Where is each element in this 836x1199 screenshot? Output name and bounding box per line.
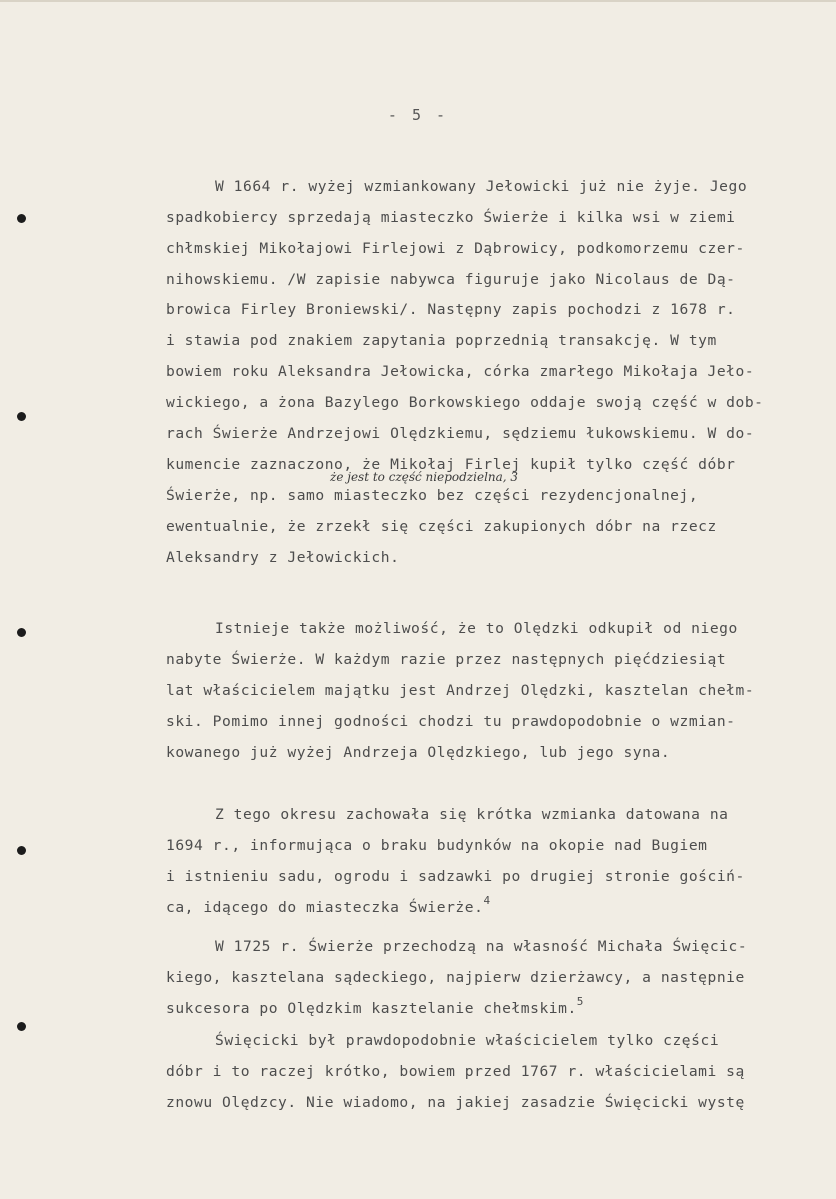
text-line-body: sukcesora po Olędzkim kasztelanie chełmskim. [166, 1000, 577, 1017]
text-line: Aleksandry z Jełowickich. [166, 549, 400, 566]
text-line: kumencie zaznaczono, że Mikołaj Firlej kupił tylko część dóbr [166, 456, 736, 473]
text-line: bowiem roku Aleksandra Jełowicka, córka zmarłego Mikołaja Jeło- [166, 363, 755, 380]
text-line: chłmskiej Mikołajowi Firlejowi z Dąbrowicy, podkomorzemu czer- [166, 240, 745, 257]
footnote-marker: 4 [483, 894, 491, 907]
text-line: nabyte Świerże. W każdym razie przez następnych pięćdziesiąt [166, 651, 727, 668]
page-number: - 5 - [387, 106, 449, 124]
binder-hole [17, 214, 26, 223]
binder-hole [17, 846, 26, 855]
text-line: wickiego, a żona Bazylego Borkowskiego oddaje swoją część w dob- [166, 394, 764, 411]
text-line: W 1725 r. Świerże przechodzą na własność Michała Święcic- [215, 938, 748, 955]
text-line [166, 995, 584, 1017]
text-line: ewentualnie, że zrzekł się części zakupionych dóbr na rzecz [166, 518, 717, 535]
text-line: znowu Olędzcy. Nie wiadomo, na jakiej zasadzie Święcicki wystę [166, 1094, 745, 1111]
binder-hole [17, 1022, 26, 1031]
text-line: Święcicki był prawdopodobnie właścicielem tylko części [215, 1032, 720, 1049]
text-line: i istnieniu sadu, ogrodu i sadzawki po drugiej stronie gościń- [166, 868, 745, 885]
footnote-marker: 5 [576, 995, 584, 1008]
text-line: Istnieje także możliwość, że to Olędzki odkupił od niego [215, 620, 738, 637]
text-line: i stawia pod znakiem zapytania poprzednią transakcję. W tym [166, 332, 717, 349]
text-line: ski. Pomimo innej godności chodzi tu prawdopodobnie o wzmian- [166, 713, 736, 730]
text-line: nihowskiemu. /W zapisie nabywca figuruje jako Nicolaus de Dą- [166, 271, 736, 288]
text-line: dóbr i to raczej krótko, bowiem przed 1767 r. właścicielami są [166, 1063, 745, 1080]
text-line-body: ca, idącego do miasteczka Świerże. [166, 899, 484, 916]
text-line: spadkobiercy sprzedają miasteczko Świerże i kilka wsi w ziemi [166, 209, 736, 226]
binder-hole [17, 628, 26, 637]
text-line: 1694 r., informująca o braku budynków na okopie nad Bugiem [166, 837, 708, 854]
text-line: kiego, kasztelana sądeckiego, najpierw dzierżawcy, a następnie [166, 969, 745, 986]
scan-edge [0, 0, 836, 2]
text-line: rach Świerże Andrzejowi Olędzkiemu, sędziemu łukowskiemu. W do- [166, 425, 755, 442]
text-line: Z tego okresu zachowała się krótka wzmianka datowana na [215, 806, 729, 823]
text-line: kowanego już wyżej Andrzeja Olędzkiego, lub jego syna. [166, 744, 671, 761]
text-line: W 1664 r. wyżej wzmiankowany Jełowicki już nie żyje. Jego [215, 178, 748, 195]
text-line [166, 894, 491, 916]
handwritten-annotation: że jest to część niepodzielna, 3 [330, 470, 519, 484]
binder-hole [17, 412, 26, 421]
text-line: lat właścicielem majątku jest Andrzej Olędzki, kasztelan chełm- [166, 682, 755, 699]
text-line: Świerże, np. samo miasteczko bez części rezydencjonalnej, [166, 487, 699, 504]
text-line: browica Firley Broniewski/. Następny zapis pochodzi z 1678 r. [166, 301, 736, 318]
